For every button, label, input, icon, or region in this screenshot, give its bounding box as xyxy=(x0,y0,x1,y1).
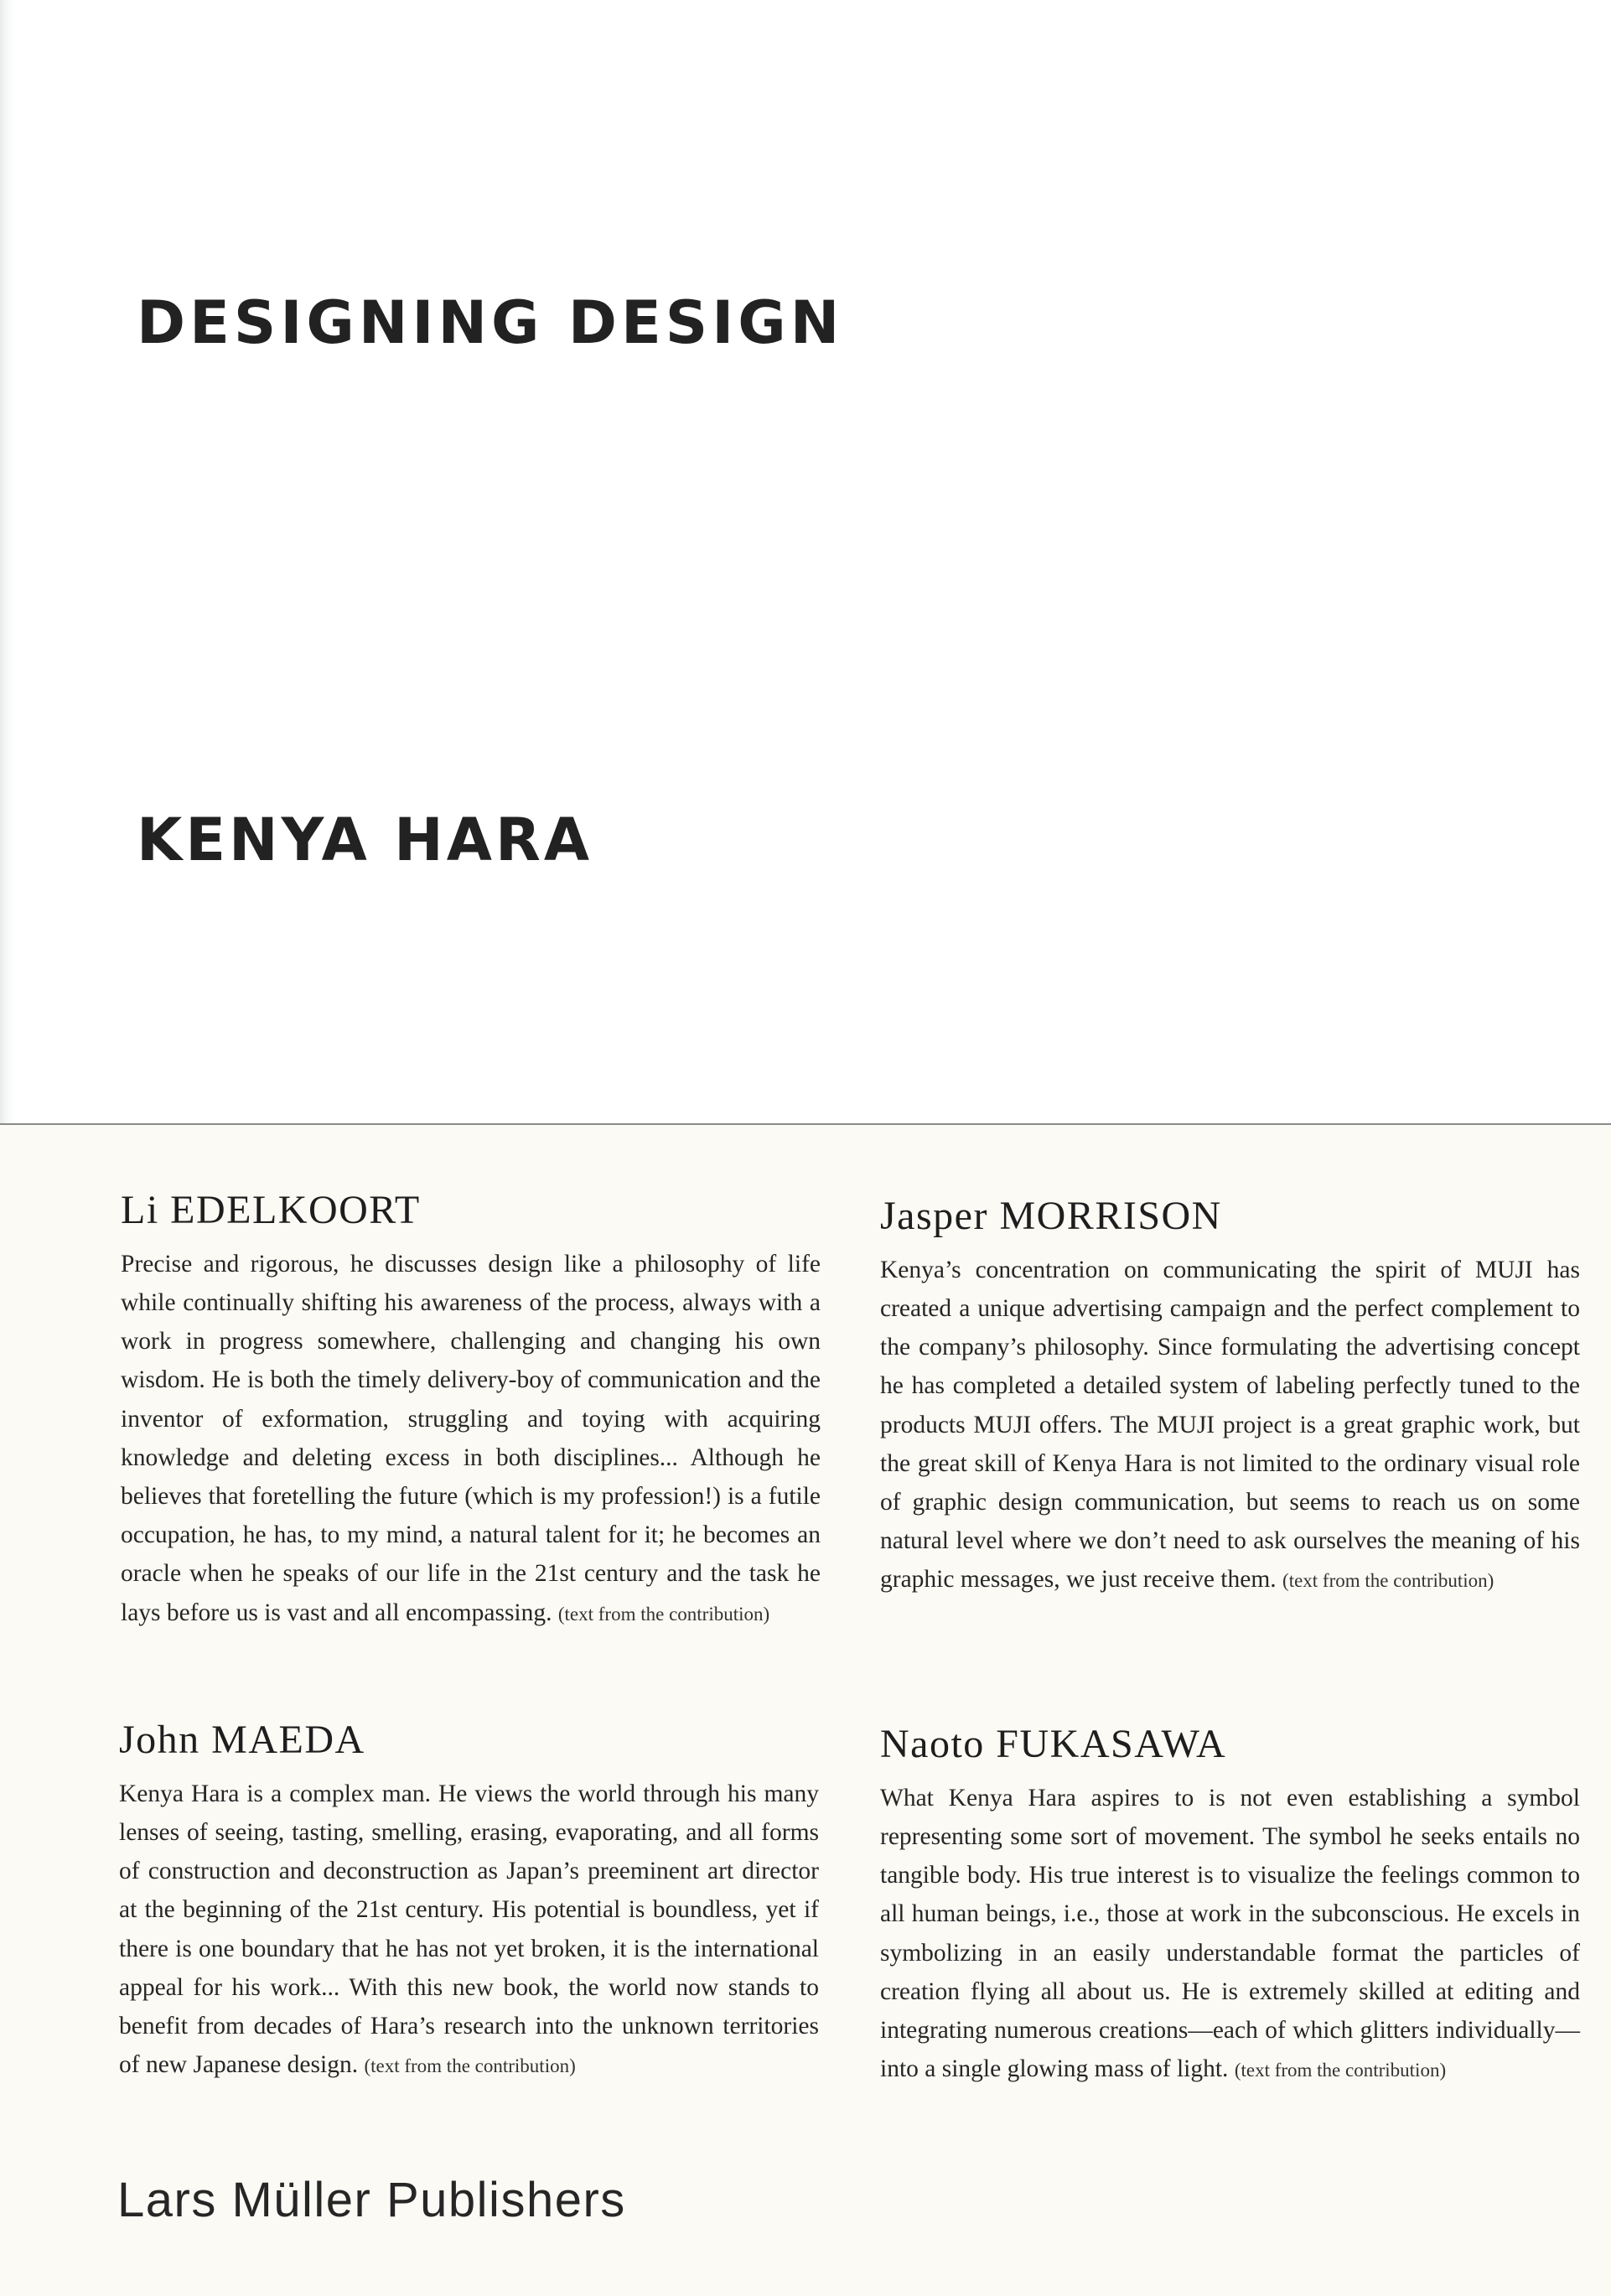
quote-morrison xyxy=(880,1195,1580,1601)
scan-edge-shadow xyxy=(0,0,15,1123)
quote-author: Naoto FUKASAWA xyxy=(880,1722,1227,1766)
quote-author: Li EDELKOORT xyxy=(121,1188,421,1232)
quote-credit: (text from the contribution) xyxy=(1282,1570,1494,1592)
quote-maeda xyxy=(119,1718,819,2086)
quote-body: Precise and rigorous, he discusses design like a philosophy of life while continually shifting his awareness of the process, always with a work in progress somewhere, challenging and changing his own wisdom. He is both the timely delivery-boy of communication and the inventor of exformation, struggling and toying with acquiring knowledge and deleting excess in both disciplines... Although he believes that foretelling the future (which is my profession!) is a futile occupation, he has, to my mind, a natural talent for it; he becomes an oracle when he speaks of our life in the 21st century and the task he lays before us is vast and all encompassing. xyxy=(121,1250,821,1626)
book-title: DESIGNING DESIGN xyxy=(137,288,844,357)
quote-text xyxy=(119,1775,819,2086)
quote-body: Kenya’s concentration on communicating the spirit of MUJI has created a unique advertising campaign and the perfect complement to the company’s philosophy. Since formulating the advertising concept he has completed a detailed system of labeling perfectly tuned to the products MUJI offers. The MUJI project is a great graphic work, but the great skill of Kenya Hara is not limited to the ordinary visual role of graphic design communication, but seems to reach us on some natural level where we don’t need to ask ourselves the meaning of his graphic messages, we just receive them. xyxy=(880,1256,1580,1594)
publisher-name: Lars Müller Publishers xyxy=(117,2173,626,2227)
quote-author: John MAEDA xyxy=(119,1718,365,1762)
publisher-show-through xyxy=(117,2230,654,2263)
author-name: KENYA HARA xyxy=(137,806,593,874)
quote-credit: (text from the contribution) xyxy=(557,1603,770,1625)
cover-panel xyxy=(0,0,1611,1122)
quote-credit: (text from the contribution) xyxy=(1234,2060,1447,2081)
quote-credit: (text from the contribution) xyxy=(364,2055,576,2077)
quote-text xyxy=(880,1251,1580,1601)
quote-author: Jasper MORRISON xyxy=(880,1194,1222,1238)
quote-edelkoort xyxy=(121,1189,821,1634)
quote-text xyxy=(121,1245,821,1634)
quote-fukasawa xyxy=(880,1723,1580,2090)
quote-body: Kenya Hara is a complex man. He views the world through his many lenses of seeing, tasting, smelling, erasing, evaporating, and all forms of construction and deconstruction as Japan’s preeminent art director at the beginning of the 21st century. His potential is boundless, yet if there is one boundary that he has not yet broken, it is the international appeal for his work... With this new book, the world now stands to benefit from decades of Hara’s research into the unknown territories of new Japanese design. xyxy=(119,1780,819,2079)
quote-text xyxy=(880,1779,1580,2091)
quote-body: What Kenya Hara aspires to is not even establishing a symbol representing some sort of movement. The symbol he seeks entails no tangible body. His true interest is to visualize the feelings common to all human beings, i.e., those at work in the subconscious. He excels in symbolizing in an easily understandable format the particles of creation flying all about us. He is extremely skilled at editing and integrating numerous creations—each of which glitters individually—into a single glowing mass of light. xyxy=(880,1784,1580,2083)
